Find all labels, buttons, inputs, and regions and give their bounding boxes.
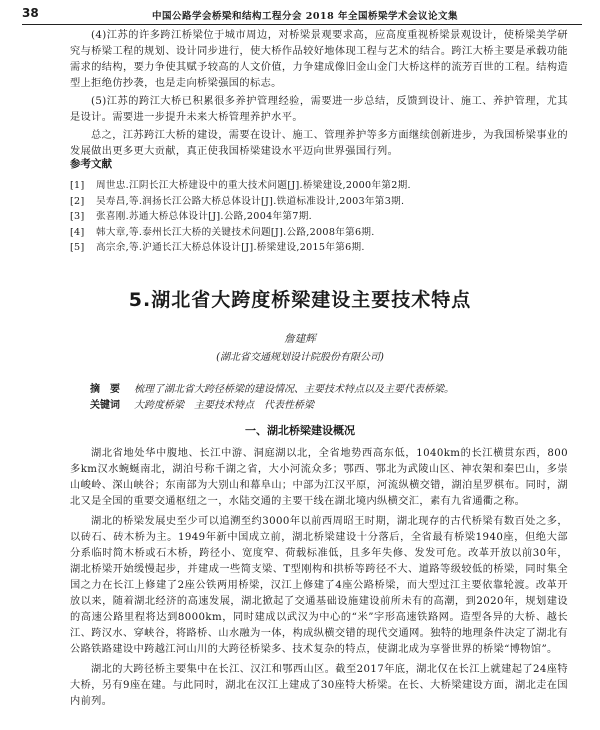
paragraph: 总之，江苏跨江大桥的建设，需要在设计、施工、管理养护等多方面继续创新进步，为我国桥梁事业的发展做出更多更大贡献，真正使我国桥梁建设水平迈向世界强国行列。 <box>70 130 568 157</box>
keywords-text: 大跨度桥梁 主要技术特点 代表性桥梁 <box>134 400 314 411</box>
reference-text: 张喜刚.苏通大桥总体设计[J].公路,2004年第7期. <box>96 211 312 223</box>
reference-number: [3] <box>70 211 85 223</box>
author-name: 詹建辉 <box>284 333 316 345</box>
reference-number: [1] <box>70 180 85 191</box>
reference-item <box>70 240 560 256</box>
reference-item <box>70 225 560 241</box>
paragraph: 湖北的大跨径桥主要集中在长江、汉江和鄂西山区。截至2017年底，湖北仅在长江上就建起了24座特大桥，另有9座在建。与此同时，湖北在汉江上建成了30座特大桥梁。在长、大桥梁建设方面，湖北走在国内前列。 <box>70 664 568 707</box>
abstract <box>90 380 570 395</box>
running-title: 中国公路学会桥梁和结构工程分会 2018 年全国桥梁学术会议论文集 <box>152 11 459 22</box>
author-affiliation: (湖北省交通规划设计院股份有限公司) <box>216 352 384 363</box>
reference-number: [2] <box>70 195 85 207</box>
keywords-label: 关键词 <box>90 400 120 411</box>
reference-text: 吴寿昌,等.润扬长江公路大桥总体设计[J].铁道标准设计,2003年第3期. <box>96 195 405 207</box>
reference-text: 周世忠.江阴长江大桥建设中的重大技术问题[J].桥梁建设,2000年第2期. <box>96 180 411 191</box>
reference-number: [4] <box>70 226 85 238</box>
paragraph: 湖北的桥梁发展史至少可以追溯至约3000年以前西周昭王时期，湖北现存的古代桥梁有数百处之多，以砖石、砖木桥为主。1949年新中国成立前，湖北桥梁建设十分落后，全省最有桥梁1940座，但绝大部分系临时简木桥或石木桥，跨径小、宽度窄、荷载标准低，且多年失修、发发可危。改革开放以前30年，湖北桥梁开始缓慢起步，并建成一些简支梁、T型刚构和拱桥等跨径不大、道路等级较低的桥梁，同时集全国之力在长江上修建了2座公铁两用桥梁，汉江上修建了4座公路桥梁，而大型过江主要依靠轮渡。改革开放以来，随着湖北经济的高速发展，湖北掀起了交通基础设施建设前所未有的高潮，到2020年，规划建设的高速公路里程将达到8000km，同时建成以武汉为中心的“米”字形高速铁路网。造型各异的大桥、越长江、跨汉水、穿峡谷，将路桥、山水融为一体，构成纵横交错的现代交通网。独特的地理条件决定了湖北有公路铁路建设中跨越江河山川的大跨径桥梁多、技术复杂的特点，使湖北成为享誉世界的桥梁“博物馆”。 <box>70 516 568 655</box>
page-header <box>22 4 582 25</box>
article-title: 5.湖北省大跨度桥梁建设主要技术特点 <box>128 289 472 311</box>
paragraph: 湖北省地处华中腹地、长江中游、洞庭湖以北，全省地势西高东低，1040km的长江横贯东西，800多km汉水蜿蜒南北，湖泊号称千湖之省，大小河流众多；鄂西、鄂北为武陵山区、神农架和秦巴山，多崇山峻岭、深山峡谷；东南部为大别山和幕阜山；中部为江汉平原，河流纵横交错，湖泊星罗棋布。同时，湖北又是全国的重要交通枢纽之一，水陆交通的主要干线在湖北境内纵横交汇，素有九省通衢之称。 <box>70 448 568 507</box>
reference-text: 韩大章,等.泰州长江大桥的关键技术问题[J].公路,2008年第6期. <box>96 226 375 238</box>
reference-number: [5] <box>70 242 85 254</box>
section-body <box>70 446 568 714</box>
reference-text: 高宗余,等.沪通长江大桥总体设计[J].桥梁建设,2015年第6期. <box>96 242 365 254</box>
keywords <box>90 396 570 411</box>
previous-article-conclusion <box>70 28 568 162</box>
abstract-text: 梳理了湖北省大跨径桥梁的建设情况、主要技术特点以及主要代表桥梁。 <box>134 384 454 395</box>
page-number: 38 <box>22 6 39 20</box>
reference-item <box>70 209 560 225</box>
abstract-label: 摘 要 <box>90 384 120 395</box>
references-heading: 参考文献 <box>70 158 112 170</box>
reference-item <box>70 178 560 194</box>
reference-list <box>70 178 560 256</box>
reference-item <box>70 194 560 210</box>
paragraph: (4)江苏的许多跨江桥梁位于城市周边，对桥梁景观要求高，应高度重视桥梁景观设计，使桥梁美学研究与桥梁工程的规划、设计同步进行，使大桥作品较好地体现工程与艺术的结合。跨江大桥主要是承载功能需求的结构，要力争使其赋予较高的人文价值，力争建成像旧金山金门大桥这样的流芳百世的工程。结构造型上拒绝仿抄袭，也是走向桥梁强国的标志。 <box>70 30 568 89</box>
paragraph: (5)江苏的跨江大桥已积累很多养护管理经验，需要进一步总结，反馈到设计、施工、养护管理，尤其是设计。需要进一步提升未来大桥管理养护水平。 <box>70 96 568 123</box>
section-heading: 一、湖北桥梁建设概况 <box>245 424 355 437</box>
